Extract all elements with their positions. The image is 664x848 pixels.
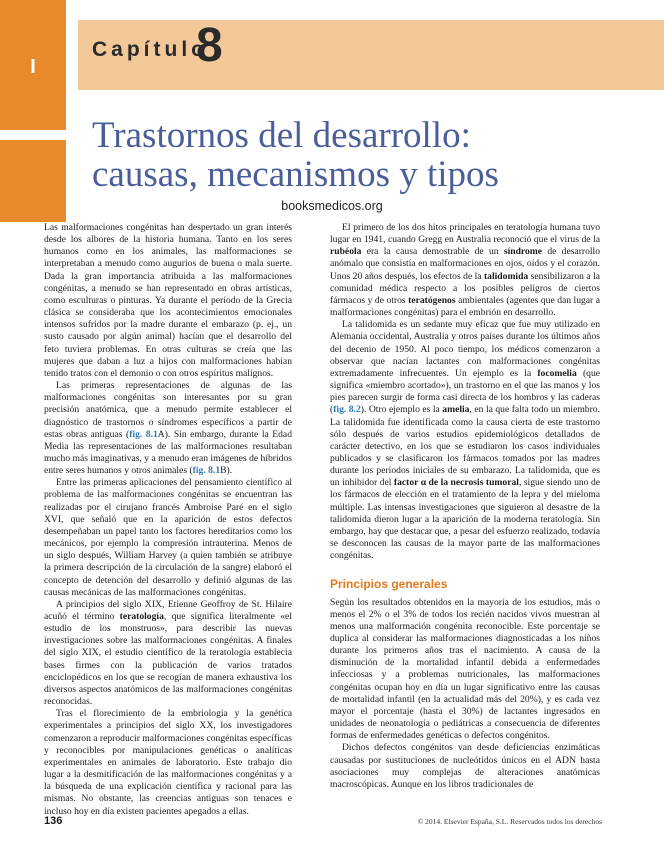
text-span: A). Sin embargo, durante la Edad Media las representaciones de las malformaciones resultaban mucho más imaginativas, y a menudo eran imágenes de híbridos entre seres humanos y otros animales (: [44, 428, 292, 477]
title-line-2: causas, mecanismos y tipos: [92, 154, 499, 195]
page-number: 136: [44, 815, 63, 827]
paragraph: [44, 599, 292, 708]
section-marker: I: [30, 56, 36, 78]
left-column: [44, 222, 292, 818]
text-span: La talidomida es un sedante muy eficaz que fue muy utilizado en Alemania occidental, Australia y otros países durante los últimos años del decenio de 1950. Al poco tiempo, los médicos comenzaron a observar que nacían lactantes con malformaciones congénitas extremadamente infrecuentes. Un ejemplo es la: [330, 319, 600, 379]
text-span: A principios del siglo XIX, Etienne Geoffroy de St. Hilaire acuñó el término: [44, 598, 292, 622]
bold-term: rubéola: [330, 246, 362, 258]
bold-term: síndrome: [503, 246, 543, 258]
text-span: ambientales (agentes que dan lugar a malformaciones congénitas) para el embrión en desarrollo.: [330, 294, 600, 319]
text-span: era la causa demostrable de un: [361, 246, 504, 258]
text-span: El primero de los dos hitos principales en teratología humana tuvo lugar en 1941, cuando Gregg en Australia reconoció que el virus de la: [330, 222, 600, 246]
bold-term: amelia: [442, 404, 470, 416]
section-heading: Principios generales: [330, 577, 448, 592]
paragraph: Tras el florecimiento de la embriología y la genética experimentales a principios del siglo XX, los investigadores comenzaron a reproducir malformaciones congénitas específicas y reconocibles por manipulaciones genéticas o analíticas experimentales en animales de laboratorio. Este trabajo dio lugar a la desmitificación de las malformaciones congénitas y a la búsqueda de una explicación científica y racional para las mismas. No obstante, las creencias antiguas son tenaces e incluso hoy en día existen pacientes apegados a ellas.: [44, 708, 292, 817]
right-column: [330, 222, 600, 791]
text-span: ). Otro ejemplo es la: [360, 404, 443, 416]
paragraph: [44, 380, 292, 477]
bold-term: teratología: [119, 611, 164, 622]
section-tab: [0, 0, 66, 130]
page-title: [92, 116, 652, 194]
text-span: , que significa literalmente «el estudio de los monstruos», para describir las nuevas investigaciones sobre las malformaciones congénitas. A finales del siglo XIX, el estudio científico de la teratología estableciа bases firmes con la publicación de varios tratados enciclopédicos en los que se recogían de manera exhaustiva los diversos aspectos anatómicos de las malformaciones congénitas reconocidas.: [44, 611, 292, 708]
figure-ref-link[interactable]: fig. 8.1: [192, 465, 221, 477]
bold-term: teratógenos: [408, 294, 456, 306]
text-span: sensibilizaron a la comunidad médica respecto a los posibles peligros de ciertos fármacos y de otros: [330, 270, 600, 306]
chapter-number: 8: [196, 19, 223, 72]
watermark: booksmedicos.org: [281, 199, 383, 213]
text-span: Las primeras representaciones de algunas de las malformaciones congénitas son interesantes por su gran precisión anatómica, que a menudo permite establecer el diagnóstico de trastornos o síndromes específicos a partir de estas obras antiguas (: [44, 380, 292, 440]
figure-ref-link[interactable]: fig. 8.2: [333, 404, 361, 416]
paragraph: [330, 319, 600, 562]
bold-term: factor α de la necrosis tumoral: [393, 477, 519, 489]
paragraph: Entre las primeras aplicaciones del pensamiento científico al problema de las malformaciones congénitas se encuentran las realizadas por el cirujano francés Ambroise Paré en el siglo XVI, que señaló que en la aparición de estos defectos desempeñaban un papel tanto los factores hereditarios como los mecánicos, por ejemplo la compresión intrauterina. Menos de un siglo después, William Harvey (a quien también se atribuye la primera descripción de la circulación de la sangre) elaboró el concepto de detención del desarrollo y definió algunas de las causas mecánicas de las malformaciones congénitas.: [44, 477, 292, 598]
title-line-1: Trastornos del desarrollo:: [92, 115, 471, 156]
chapter-label: Capítulo: [92, 38, 208, 61]
text-span: , sigue siendo uno de los fármacos de elección en el tratamiento de la lepra y del mieloma múltiple. Las intensas investigaciones que siguieron al desastre de la talidomida dieron lugar a la aparición de la moderna teratología. Sin embargo, hay que destacar que, a pesar del esfuerzo realizado, todavía se desconocen las causas de la mayor parte de las malformaciones congénitas.: [330, 477, 600, 562]
paragraph: Según los resultados obtenidos en la mayoría de los estudios, más o menos el 2% o el 3% de todos los recién nacidos vivos muestran al menos una malformación congénita reconocible. Este porcentaje se duplica al considerar las malformaciones diagnosticadas a los niños durante los primeros años tras el nacimiento. A causa de la disminución de la mortalidad infantil debida a enfermedades infecciosas y a problemas nutricionales, las malformaciones congénitas ocupan hoy en día un lugar significativo entre las causas de mortalidad infantil (en la actualidad más del 20%), y es cada vez mayor el porcentaje (hasta el 30%) de lactantes ingresados en unidades de neonatología o pediátricas a consecuencia de diferentes formas de enfermedades genéticas o defectos congénitos.: [330, 596, 600, 742]
figure-ref-link[interactable]: fig. 8.1: [129, 428, 158, 440]
text-span: de desarrollo anómalo que consistía en malformaciones en ojos, oídos y el corazón. Unos 20 años después, los efectos de la: [330, 246, 601, 282]
text-span: , en la que falta todo un miembro. La talidomida fue identificada como la causa cierta de este trastorno sólo después de varios estudios epidemiológicos detallados de carácter detectivo, en los que se estudiaron los casos individuales publicados y se clasificaron los fármacos tomados por las madres durante los períodos iniciales de su embarazo. La talidomida, que es un inhibidor del: [330, 404, 600, 489]
text-span: (que significa «miembro acortado»), un trastorno en el que las manos y los pies parecen surgir de forma casi directa de los hombros y las caderas (: [330, 367, 600, 416]
bold-term: talidomida: [483, 270, 529, 282]
paragraph: [330, 222, 600, 319]
bold-term: focomelia: [537, 367, 577, 379]
paragraph: Las malformaciones congénitas han despertado un gran interés desde los albores de la historia humana. Tanto en los seres humanos como en los animales, las malformaciones se interpretaban a menudo como augurios de buena o mala suerte. Dada la gran importancia atribuida a las malformaciones congénitas, a menudo se han representado en obras artísticas, como esculturas o pinturas. Ya durante el período de la Grecia clásica se consideraba que los acontecimientos emocionales intensos sufridos por la madre durante el embarazo (p. ej., un susto causado por algún animal) hacían que el desarrollo del feto tuviera problemas. En otras culturas se creía que las mujeres que daban a luz a hijos con malformaciones habían tenido tratos con el demonio o con otros espíritus malignos.: [44, 222, 292, 379]
text-span: B).: [220, 465, 233, 477]
copyright-notice: © 2014. Elsevier España, S.L. Reservados todos los derechos: [417, 817, 602, 826]
paragraph: Dichos defectos congénitos van desde deficiencias enzimáticas causadas por sustituciones de nucleótidos únicos en el ADN hasta asociaciones muy complejas de alteraciones anatómicas macroscópicas. Aunque en los libros tradicionales de: [330, 742, 600, 790]
